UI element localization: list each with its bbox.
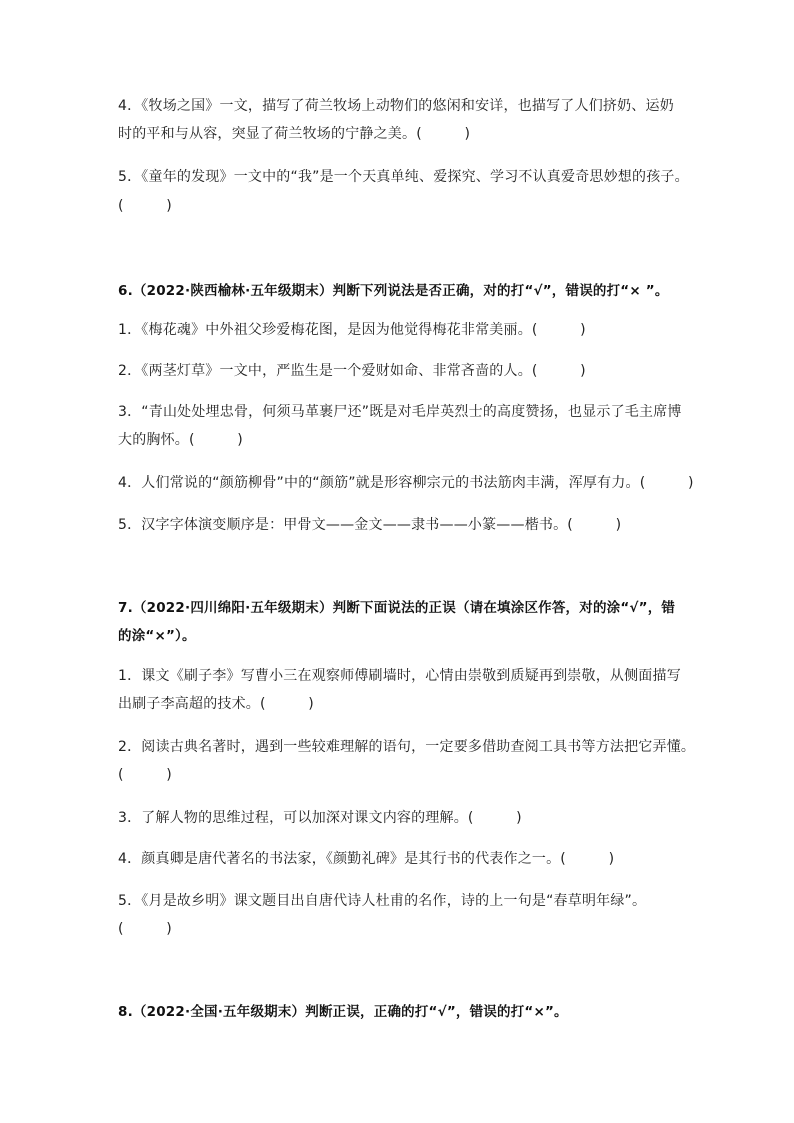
- question-7-heading-line1: 7.（2022·四川绵阳·五年级期末）判断下面说法的正误（请在填涂区作答，对的涂“√”，错: [118, 600, 676, 616]
- q7-item2-line2: ( ): [118, 767, 172, 783]
- q7-item3: 3．了解人物的思维过程，可以加深对课文内容的理解。( ): [118, 810, 522, 826]
- q5-item5-line1: 5．《童年的发现》一文中的“我”是一个天真单纯、爱探究、学习不认真爱奇思妙想的孩子。: [118, 169, 689, 185]
- q6-item2: 2．《两茎灯草》一文中，严监生是一个爱财如命、非常吝啬的人。( ): [118, 363, 586, 379]
- q7-item1-line1: 1．课文《刷子李》写曹小三在观察师傅刷墙时，心情由崇敬到质疑再到崇敬，从侧面描写: [118, 668, 681, 684]
- q6-item5: 5．汉字字体演变顺序是：甲骨文——金文——隶书——小篆——楷书。( ): [118, 517, 622, 533]
- q7-item5-line1: 5．《月是故乡明》课文题目出自唐代诗人杜甫的名作，诗的上一句是“春草明年绿”。: [118, 893, 647, 909]
- q7-item5-line2: ( ): [118, 921, 172, 937]
- q5-item4-line2: 时的平和与从容，突显了荷兰牧场的宁静之美。( ): [118, 126, 471, 142]
- q7-item2-line1: 2．阅读古典名著时，遇到一些较难理解的语句，一定要多借助查阅工具书等方法把它弄懂。: [118, 739, 696, 755]
- q6-item3-line2: 大的胸怀。( ): [118, 432, 243, 448]
- q6-item4: 4．人们常说的“颜筋柳骨”中的“颜筋”就是形容柳宗元的书法筋肉丰满，浑厚有力。( ): [118, 475, 694, 491]
- q5-item4-line1: 4．《牧场之国》一文，描写了荷兰牧场上动物们的悠闲和安详，也描写了人们挤奶、运奶: [118, 98, 674, 114]
- question-7-heading-line2: 的涂“×”）。: [118, 628, 196, 644]
- q7-item4: 4．颜真卿是唐代著名的书法家，《颜勤礼碑》是其行书的代表作之一。( ): [118, 851, 615, 867]
- q6-item1: 1．《梅花魂》中外祖父珍爱梅花图，是因为他觉得梅花非常美丽。( ): [118, 322, 586, 338]
- q5-item5-line2: ( ): [118, 198, 172, 214]
- question-6-heading: 6.（2022·陕西榆林·五年级期末）判断下列说法是否正确，对的打“√”，错误的打“× ”。: [118, 283, 669, 299]
- q6-item3-line1: 3．“青山处处埋忠骨，何须马革裹尸还”既是对毛岸英烈士的高度赞扬，也显示了毛主席博: [118, 404, 682, 420]
- question-8-heading: 8.（2022·全国·五年级期末）判断正误，正确的打“√”，错误的打“×”。: [118, 1004, 568, 1020]
- q7-item1-line2: 出刷子李高超的技术。( ): [118, 696, 314, 712]
